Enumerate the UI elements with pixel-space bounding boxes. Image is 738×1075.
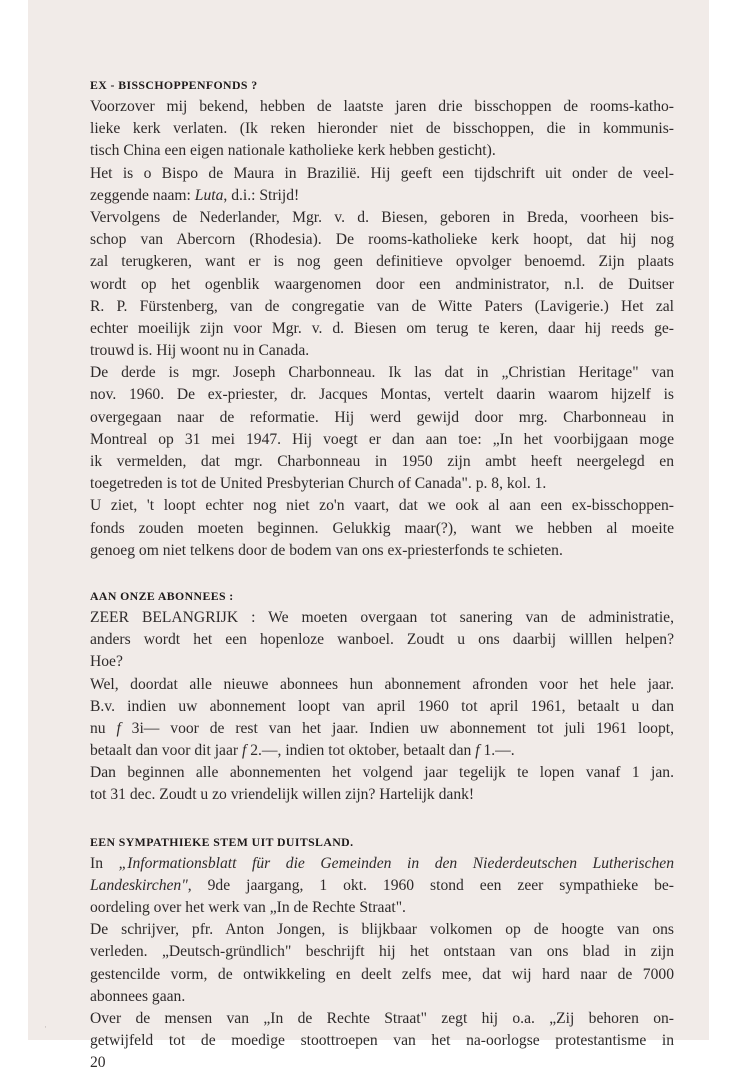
text-line: anders wordt het een hopenloze wanboel. Zoudt u ons daarbij willlen helpen? [90,631,674,649]
text-line: fonds zouden moeten beginnen. Gelukkig maar(?), want we hebben al moeite [90,519,674,537]
text-line: getwijfeld tot de moedige stoottroepen van het na-oorlogse protestantisme in [90,1032,674,1050]
text-line: overgegaan naar de reformatie. Hij werd gewijd door mrg. Charbonneau in [90,408,674,426]
text-line: trouwd is. Hij woont nu in Canada. [90,342,310,360]
scanned-page [28,0,709,1072]
section-heading: EX - BISSCHOPPENFONDS ? [90,78,258,92]
page-content [90,74,674,1075]
text-line: nu f 3i— voor de rest van het jaar. Indien uw abonnement tot juli 1961 loopt, [90,719,674,737]
text-line: toegetreden is tot de United Presbyterian Church of Canada". p. 8, kol. 1. [90,475,547,493]
text-line: R. P. Fürstenberg, van de congregatie van de Witte Paters (Lavigerie.) Het zal [90,297,674,315]
text-line: In „Informationsblatt für die Gemeinden in den Niederdeutschen Lutherischen [90,854,675,872]
section-spacer [90,807,674,831]
text-line: U ziet, 't loopt echter nog niet zo'n vaart, dat we ook al aan een ex-bisschoppen- [90,497,674,515]
text-line: Landeskirchen", 9de jaargang, 1 okt. 1960 stond een zeer sympathieke be- [90,876,674,894]
section-heading: AAN ONZE ABONNEES : [90,588,234,603]
section-aan-onze-abonnees [90,585,674,807]
text-line: schop van Abercorn (Rhodesia). De rooms-katholieke kerk hoopt, dat hij nog [90,231,674,249]
page-number: 20 [90,1054,106,1072]
text-line: echter moeilijk zijn voor Mgr. v. d. Biesen om terug te keren, daar hij reeds ge- [90,319,674,337]
text-line: Vervolgens de Nederlander, Mgr. v. d. Biesen, geboren in Breda, voorheen bis- [90,208,674,226]
section-body [90,853,674,1053]
text-line: Hoe? [90,653,123,671]
text-line: lieke kerk verlaten. (Ik reken hieronder niet de bisschoppen, die in kommunis- [90,120,674,138]
text-line: De schrijver, pfr. Anton Jongen, is blijkbaar volkomen op de hoogte van ons [90,921,674,939]
text-line: Wel, doordat alle nieuwe abonnees hun abonnement afronden voor het hele jaar. [90,675,674,693]
text-line: B.v. indien uw abonnement loopt van april 1960 tot april 1961, betaalt u dan [90,697,674,715]
section-heading: EEN SYMPATHIEKE STEM UIT DUITSLAND. [90,834,354,849]
text-line: oordeling over het werk van „In de Rechte Straat". [90,899,406,916]
text-line: zeggende naam: Luta, d.i.: Strijd! [90,186,300,204]
text-line: abonnees gaan. [90,987,186,1005]
text-line: Montreal op 31 mei 1947. Hij voegt er dan aan toe: „In het voorbijgaan moge [90,430,674,448]
text-line: verleden. „Deutsch-gründlich" beschrijft hij het ontstaan van ons blad in zijn [90,943,674,961]
text-line: Voorzover mij bekend, hebben de laatste jaren drie bisschoppen de rooms-katho- [90,98,674,115]
text-line: Het is o Bispo de Maura in Brazilië. Hij geeft een tijdschrift uit onder de veel- [90,164,674,182]
text-line: gestencilde vorm, de ontwikkeling en deelt zelfs mee, dat wij hard naar de 7000 [90,965,674,983]
text-line: zal terugkeren, want er is nog geen definitieve opvolger benoemd. Zijn plaats [90,253,674,271]
section-ex-bisschoppenfonds [90,74,674,562]
section-sympathieke-stem [90,831,674,1053]
text-line: nov. 1960. De ex-priester, dr. Jacques Montas, vertelt daarin waarom hijzelf is [90,386,674,404]
text-line: tisch China een eigen nationale katholieke kerk hebben gesticht). [90,142,496,160]
section-spacer [90,562,674,585]
text-line: ik vermelden, dat mgr. Charbonneau in 1950 zijn ambt heeft neergelegd en [90,453,674,470]
section-body [90,607,674,807]
text-line: De derde is mgr. Joseph Charbonneau. Ik las dat in „Christian Heritage" van [90,364,674,382]
text-line: wordt op het ogenblik waargenomen door een andministrator, n.l. de Duitser [90,275,674,293]
section-body [90,96,674,562]
text-line: Dan beginnen alle abonnementen het volgend jaar tegelijk te lopen vanaf 1 jan. [90,764,674,782]
text-line: ZEER BELANGRIJK : We moeten overgaan tot sanering van de administratie, [90,608,674,626]
text-line: Over de mensen van „In de Rechte Straat" zegt hij o.a. „Zij behoren on- [90,1009,674,1027]
text-line: tot 31 dec. Zoudt u zo vriendelijk willen zijn? Hartelijk dank! [90,786,475,804]
scan-speck: · [44,1022,47,1032]
text-line: genoeg om niet telkens door de bodem van ons ex-priesterfonds te schieten. [90,541,563,559]
text-line: betaalt dan voor dit jaar f 2.—, indien tot oktober, betaalt dan f 1.—. [90,742,515,760]
